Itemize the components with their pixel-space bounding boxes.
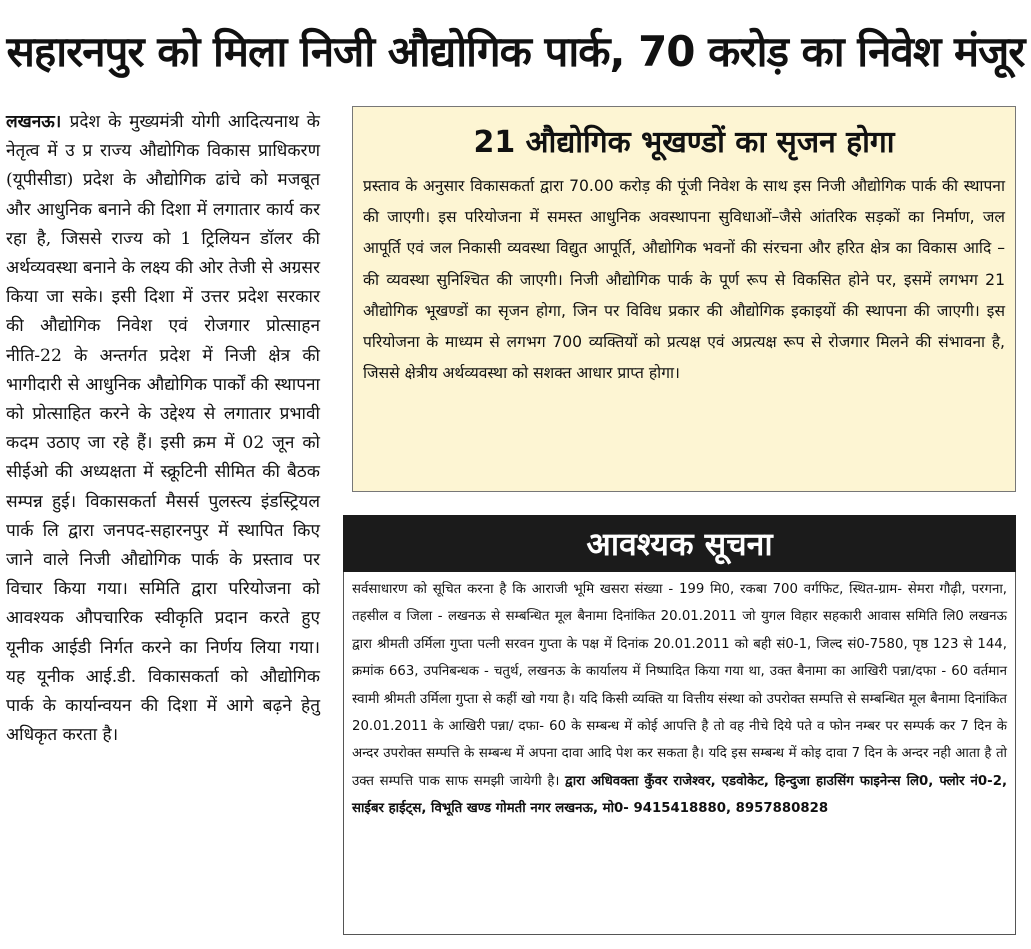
notice-box (343, 572, 1016, 935)
highlight-box-title: 21 औद्योगिक भूखण्डों का सृजन होगा (473, 125, 895, 160)
notice-body: सर्वसाधारण को सूचित करना है कि आराजी भूमि खसरा संख्या - 199 मि0, रकबा 700 वर्गफिट, स्थित-ग्राम- सेमरा गौढ़ी, परगना, तहसील व जिला - लखनऊ से सम्बन्धित मूल बैनामा दिनांकित 20.01.2011 जो युगल विहार सहकारी आवास समिति लि0 लखनऊ द्वारा श्रीमती उर्मिला गुप्ता पत्नी सरवन गुप्ता के पक्ष में दिनांक 20.01.2011 को बही सं0-1, जिल्द सं0-7580, पृष्ठ 123 से 144, क्रमांक 663, उपनिबन्धक - चतुर्थ, लखनऊ के कार्यालय में निष्पादित किया गया था, उक्त बैनामा का आखिरी पन्ना/दफा - 60 वर्तमान स्वामी श्रीमती उर्मिला गुप्ता से कहीं खो गया है। यदि किसी व्यक्ति या वित्तीय संस्था को उपरोक्त सम्पत्ति से सम्बन्धित मूल बैनामा दिनांकित 20.01.2011 के आखिरी पन्ना/ दफा- 60 के सम्बन्ध में कोई आपत्ति है तो वह नीचे दिये पते व फोन नम्बर पर सम्पर्क कर 7 दिन के अन्दर उपरोक्त सम्पत्ति के सम्बन्ध में अपना दावा आदि पेश कर सकता है। यदि इस सम्बन्ध में कोइ दावा 7 दिन के अन्दर नही आता है तो उक्त सम्पत्ति पाक साफ समझी जायेगी है। (352, 582, 1007, 789)
highlight-box (352, 106, 1016, 492)
article-dateline: लखनऊ। (6, 112, 70, 132)
article-column (6, 108, 320, 750)
headline: सहारनपुर को मिला निजी औद्योगिक पार्क, 70 करोड़ का निवेश मंजूर (6, 26, 1025, 76)
highlight-box-body: प्रस्ताव के अनुसार विकासकर्ता द्वारा 70.00 करोड़ की पूंजी निवेश के साथ इस निजी औद्योगिक पार्क की स्थापना की जाएगी। इस परियोजना में समस्त आधुनिक अवस्थापना सुविधाओं–जैसे आंतरिक सड़कों का निर्माण, जल आपूर्ति एवं जल निकासी व्यवस्था विद्युत आपूर्ति, औद्योगिक भवनों की संरचना और हरित क्षेत्र का विकास आदि – की व्यवस्था सुनिश्चित की जाएगी। निजी औद्योगिक पार्क के पूर्ण रूप से विकसित होने पर, इसमें लगभग 21 औद्योगिक भूखण्डों का सृजन होगा, जिन पर विविध प्रकार की औद्योगिक इकाइयों की स्थापना की जाएगी। इस परियोजना के माध्यम से लगभग 700 व्यक्तियों को प्रत्यक्ष एवं अप्रत्यक्ष रूप से रोजगार मिलने की संभावना है, जिससे क्षेत्रीय अर्थव्यवस्था को सशक्त आधार प्राप्त होगा। (363, 177, 1005, 383)
notice-contact: द्वारा अधिवक्ता कुँवर राजेश्वर, एडवोकेट, हिन्दुजा हाउसिंग फाइनेन्स लि0, फ्लोर नं0-2, साईबर हाईट्स, विभूति खण्ड गोमती नगर लखनऊ, मो0- 9415418880, 8957880828 (352, 773, 1007, 817)
notice-title: आवश्यक सूचना (343, 515, 1016, 572)
article-body: प्रदेश के मुख्यमंत्री योगी आदित्यनाथ के नेतृत्व में उ प्र राज्य औद्योगिक विकास प्राधिकरण (यूपीसीडा) प्रदेश के औद्योगिक ढांचे को मजबूत और आधुनिक बनाने की दिशा में लगातार कार्य कर रहा है, जिससे राज्य को 1 ट्रिलियन डॉलर की अर्थव्यवस्था बनाने के लक्ष्य की ओर तेजी से अग्रसर किया जा सके। इसी दिशा में उत्तर प्रदेश सरकार की औद्योगिक निवेश एवं रोजगार प्रोत्साहन नीति-22 के अन्तर्गत प्रदेश में निजी क्षेत्र की भागीदारी से आधुनिक औद्योगिक पार्कों की स्थापना को प्रोत्साहित करने के उद्देश्य से लगातार प्रभावी कदम उठाए जा रहे हैं। इसी क्रम में 02 जून को सीईओ की अध्यक्षता में स्क्रूटिनी सीमित की बैठक सम्पन्न हुई। विकासकर्ता मैसर्स पुलस्त्य इंडस्ट्रियल पार्क लि द्वारा जनपद-सहारनपुर में स्थापित किए जाने वाले निजी औद्योगिक पार्क के प्रस्ताव पर विचार किया गया। समिति द्वारा परियोजना को आवश्यक औपचारिक स्वीकृति प्रदान करते हुए यूनीक आईडी निर्गत करने का निर्णय लिया गया। यह यूनीक आई.डी. विकासकर्ता को औद्योगिक पार्क के कार्यान्वयन की दिशा में आगे बढ़ने हेतु अधिकृत करता है। (6, 112, 320, 746)
